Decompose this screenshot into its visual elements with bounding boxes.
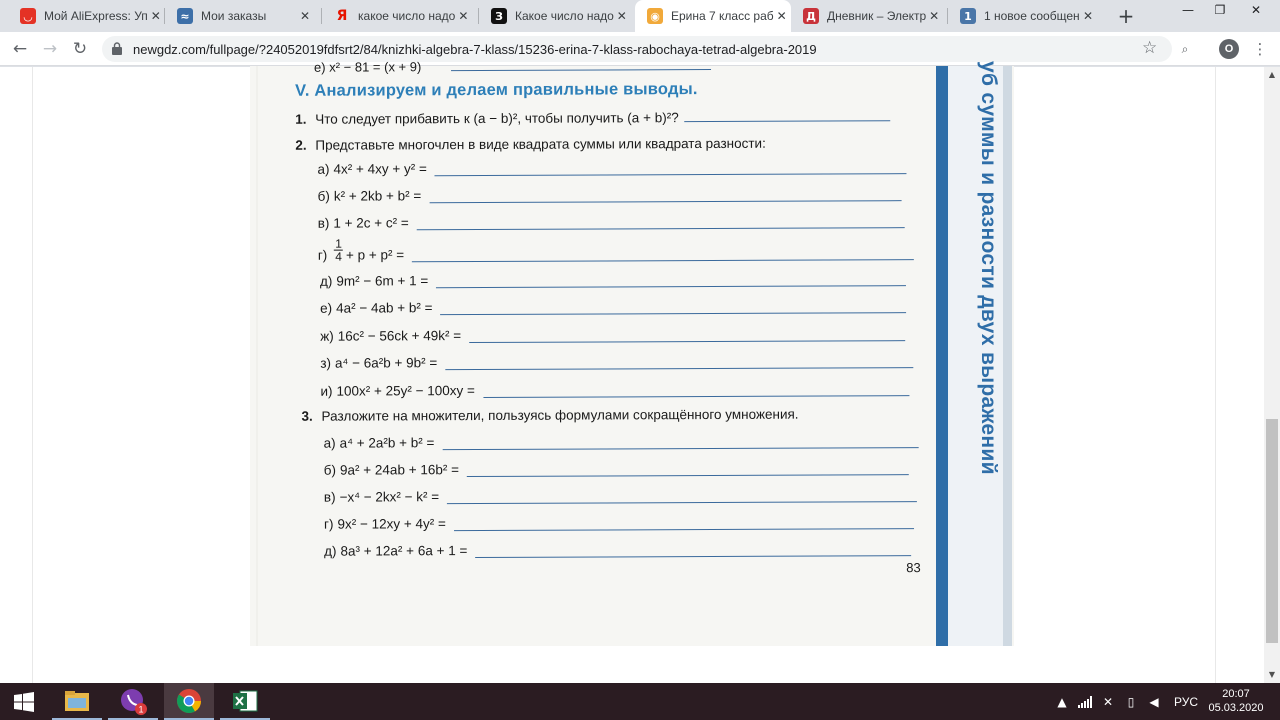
q2-item-v: [318, 213, 905, 231]
windows-taskbar: [0, 683, 1280, 720]
taskbar-chrome[interactable]: [164, 683, 214, 720]
workbook-scan-image: [250, 59, 1014, 646]
answer-line: [435, 164, 907, 176]
close-icon[interactable]: ✕: [1082, 9, 1094, 23]
q3-item-v: [324, 487, 917, 505]
q3-item-d: [324, 541, 911, 559]
item-label: б): [323, 462, 337, 478]
taskbar-excel[interactable]: [220, 683, 270, 720]
cut-off-previous-item: [314, 58, 711, 75]
answer-line: [467, 465, 909, 477]
question-number: 1.: [295, 111, 307, 127]
item-label: г): [323, 516, 334, 532]
restore-icon[interactable]: ❐: [1214, 3, 1226, 17]
fraction-one-quarter: [334, 238, 343, 263]
menu-icon[interactable]: ⋮: [1252, 40, 1268, 58]
answer-line: [454, 519, 914, 531]
q2-item-zh: [320, 326, 905, 344]
q2-item-g: [318, 235, 914, 263]
answer-line: [483, 386, 909, 398]
tab-3[interactable]: [479, 0, 635, 32]
item-expression: 100x² + 25y² − 100xy =: [336, 383, 475, 399]
viber-badge: 1: [138, 704, 144, 714]
question-text: Представьте многочлен в виде квадрата суммы или квадрата разности:: [315, 135, 766, 153]
tab-5[interactable]: [791, 0, 947, 32]
scrollbar-thumb[interactable]: [1266, 419, 1278, 643]
close-icon[interactable]: ✕: [929, 9, 940, 23]
item-expression: a⁴ − 6a²b + 9b² =: [334, 355, 438, 371]
close-icon[interactable]: ✕: [299, 9, 311, 23]
new-tab-button[interactable]: +: [1117, 4, 1135, 28]
vk-icon: 1: [960, 8, 976, 24]
item-expression: 4x² + 4xy + y² =: [333, 161, 427, 177]
item-expression: 16c² − 56ck + 49k² =: [337, 328, 462, 344]
page-number: 83: [906, 560, 921, 576]
page-viewport: [0, 59, 1264, 683]
taskbar-viber[interactable]: [108, 683, 158, 720]
item-label: в): [323, 489, 336, 505]
taskbar-file-explorer[interactable]: [52, 683, 102, 720]
scroll-down-icon[interactable]: ▼: [1268, 670, 1276, 679]
item-expression: k² + 2kb + b² =: [333, 188, 422, 204]
vertical-scrollbar[interactable]: [1264, 67, 1280, 683]
item-expression: 9a² + 24ab + 16b² =: [339, 462, 459, 478]
item-expression: 8a³ + 12a² + 6a + 1 =: [340, 543, 468, 559]
answer-line: [442, 438, 918, 450]
znanija-icon: З: [491, 8, 507, 24]
q3-item-a: [324, 433, 919, 451]
tab-title: какое число надо: [358, 9, 456, 23]
reload-button[interactable]: ↻: [72, 39, 88, 59]
tab-1[interactable]: [165, 0, 321, 32]
q3-item-b: [324, 460, 909, 478]
answer-line: [445, 358, 913, 370]
answer-line: [451, 69, 711, 71]
cut-off-text: е) x² − 81 = (x + 9): [313, 59, 422, 75]
item-label: и): [320, 383, 333, 399]
answer-line: [685, 111, 891, 122]
battery-icon[interactable]: ▯: [1127, 694, 1135, 709]
tab-strip: [0, 0, 1280, 32]
tab-0[interactable]: [8, 0, 164, 32]
item-label: в): [317, 215, 330, 231]
file-explorer-icon: [64, 690, 90, 712]
tab-2[interactable]: [322, 0, 478, 32]
item-expression: 4a² − 4ab + b² =: [336, 300, 433, 316]
forward-button[interactable]: →: [42, 39, 58, 59]
minimize-icon[interactable]: —: [1182, 3, 1194, 17]
q3-item-g: [324, 514, 914, 532]
volume-icon[interactable]: ◀: [1149, 694, 1159, 709]
item-expression: + p + p² =: [345, 247, 405, 263]
q2-item-a: [317, 159, 906, 177]
worksheet-page: [250, 59, 943, 646]
back-button[interactable]: ←: [12, 39, 28, 59]
question-1: [295, 109, 891, 127]
question-number: 3.: [301, 408, 313, 424]
q2-item-z: [320, 353, 913, 371]
url-text[interactable]: newgdz.com/fullpage/?24052019fdfsrt2/84/knizhki-algebra-7-klass/15236-erina-7-klass-rabochaya-tetrad-algebra-2019: [133, 42, 817, 57]
fraction-numerator: 1: [335, 236, 342, 251]
viber-icon: [118, 686, 148, 716]
wifi-off-icon[interactable]: ✕: [1102, 694, 1114, 709]
scroll-up-icon[interactable]: ▲: [1268, 70, 1276, 79]
gdz-owl-icon: ◉: [647, 8, 663, 24]
tab-6[interactable]: [948, 0, 1104, 32]
close-icon[interactable]: ✕: [776, 9, 787, 23]
answer-line: [441, 303, 907, 315]
lock-icon: [112, 42, 122, 55]
q2-item-b: [318, 186, 902, 204]
system-clock[interactable]: [1206, 687, 1266, 715]
q2-item-e: [320, 298, 907, 316]
side-blue-band: [936, 66, 948, 646]
item-label: б): [317, 188, 330, 204]
start-button[interactable]: [0, 683, 48, 720]
tab-4-active[interactable]: [635, 0, 791, 32]
close-icon[interactable]: ✕: [150, 9, 161, 23]
item-expression: −x⁴ − 2kx² − k² =: [339, 489, 440, 505]
question-number: 2.: [295, 137, 307, 153]
show-hidden-icons[interactable]: ▲: [1057, 694, 1067, 709]
answer-line: [412, 250, 914, 262]
bookmark-star-icon[interactable]: ☆: [1142, 38, 1158, 58]
item-label: а): [323, 435, 336, 451]
extension-icon[interactable]: ⌕: [1181, 42, 1189, 56]
windows-logo-icon: [14, 692, 34, 712]
question-2: [295, 136, 766, 153]
profile-avatar[interactable]: O: [1219, 39, 1239, 59]
answer-line: [469, 331, 905, 343]
page-edge: [1003, 66, 1012, 646]
answer-line: [417, 218, 905, 230]
answer-line: [436, 276, 906, 288]
clock-date: 05.03.2020: [1208, 702, 1264, 714]
fraction-denominator: 4: [335, 249, 342, 264]
yandex-icon: Я: [336, 8, 348, 24]
tab-title: Мои заказы: [201, 9, 267, 23]
chrome-icon: [176, 688, 202, 714]
item-expression: 9m² − 6m + 1 =: [336, 273, 429, 289]
answer-line: [475, 546, 911, 558]
item-label: з): [320, 355, 332, 371]
answer-line: [429, 191, 901, 203]
question-3: [301, 407, 798, 424]
window-close-icon[interactable]: ✕: [1250, 3, 1262, 17]
item-label: а): [317, 161, 330, 177]
orders-icon: ≈: [177, 8, 193, 24]
item-label: г): [317, 247, 328, 263]
item-expression: a⁴ + 2a²b + b² =: [339, 435, 435, 451]
question-text: Что следует прибавить к (a − b)², чтобы получить (a + b)²?: [315, 110, 679, 127]
side-chapter-title: уб суммы и разности двух выражений: [977, 61, 1000, 475]
item-label: ж): [320, 328, 334, 344]
dnevnik-icon: Д: [803, 8, 819, 24]
item-label: д): [319, 273, 333, 289]
close-icon[interactable]: ✕: [458, 9, 469, 23]
network-icon[interactable]: [1076, 683, 1096, 720]
item-expression: 9x² − 12xy + 4y² =: [337, 516, 446, 532]
close-icon[interactable]: ✕: [616, 9, 627, 23]
tab-title: Мой AliExpress: Уп: [44, 9, 148, 23]
tab-title: 1 новое сообщен: [984, 9, 1080, 23]
tab-title: Ерина 7 класс раб: [671, 9, 774, 23]
item-label: д): [324, 543, 337, 559]
signal-bars-icon: [1078, 696, 1094, 708]
q2-item-d: [320, 271, 906, 289]
language-indicator[interactable]: РУС: [1173, 694, 1199, 709]
item-label: е): [320, 300, 333, 316]
q2-item-i: [320, 381, 909, 399]
excel-icon: [232, 689, 258, 713]
answer-line: [447, 492, 917, 504]
item-expression: 1 + 2c + c² =: [333, 215, 409, 231]
tab-title: Дневник – Электр: [827, 9, 927, 23]
clock-time: 20:07: [1222, 688, 1250, 700]
aliexpress-icon: ◡: [20, 8, 36, 24]
section-title: V. Анализируем и делаем правильные выводы.: [295, 80, 698, 100]
tab-title: Какое число надо: [515, 9, 614, 23]
question-text: Разложите на множители, пользуясь формулами сокращённого умножения.: [321, 406, 799, 424]
